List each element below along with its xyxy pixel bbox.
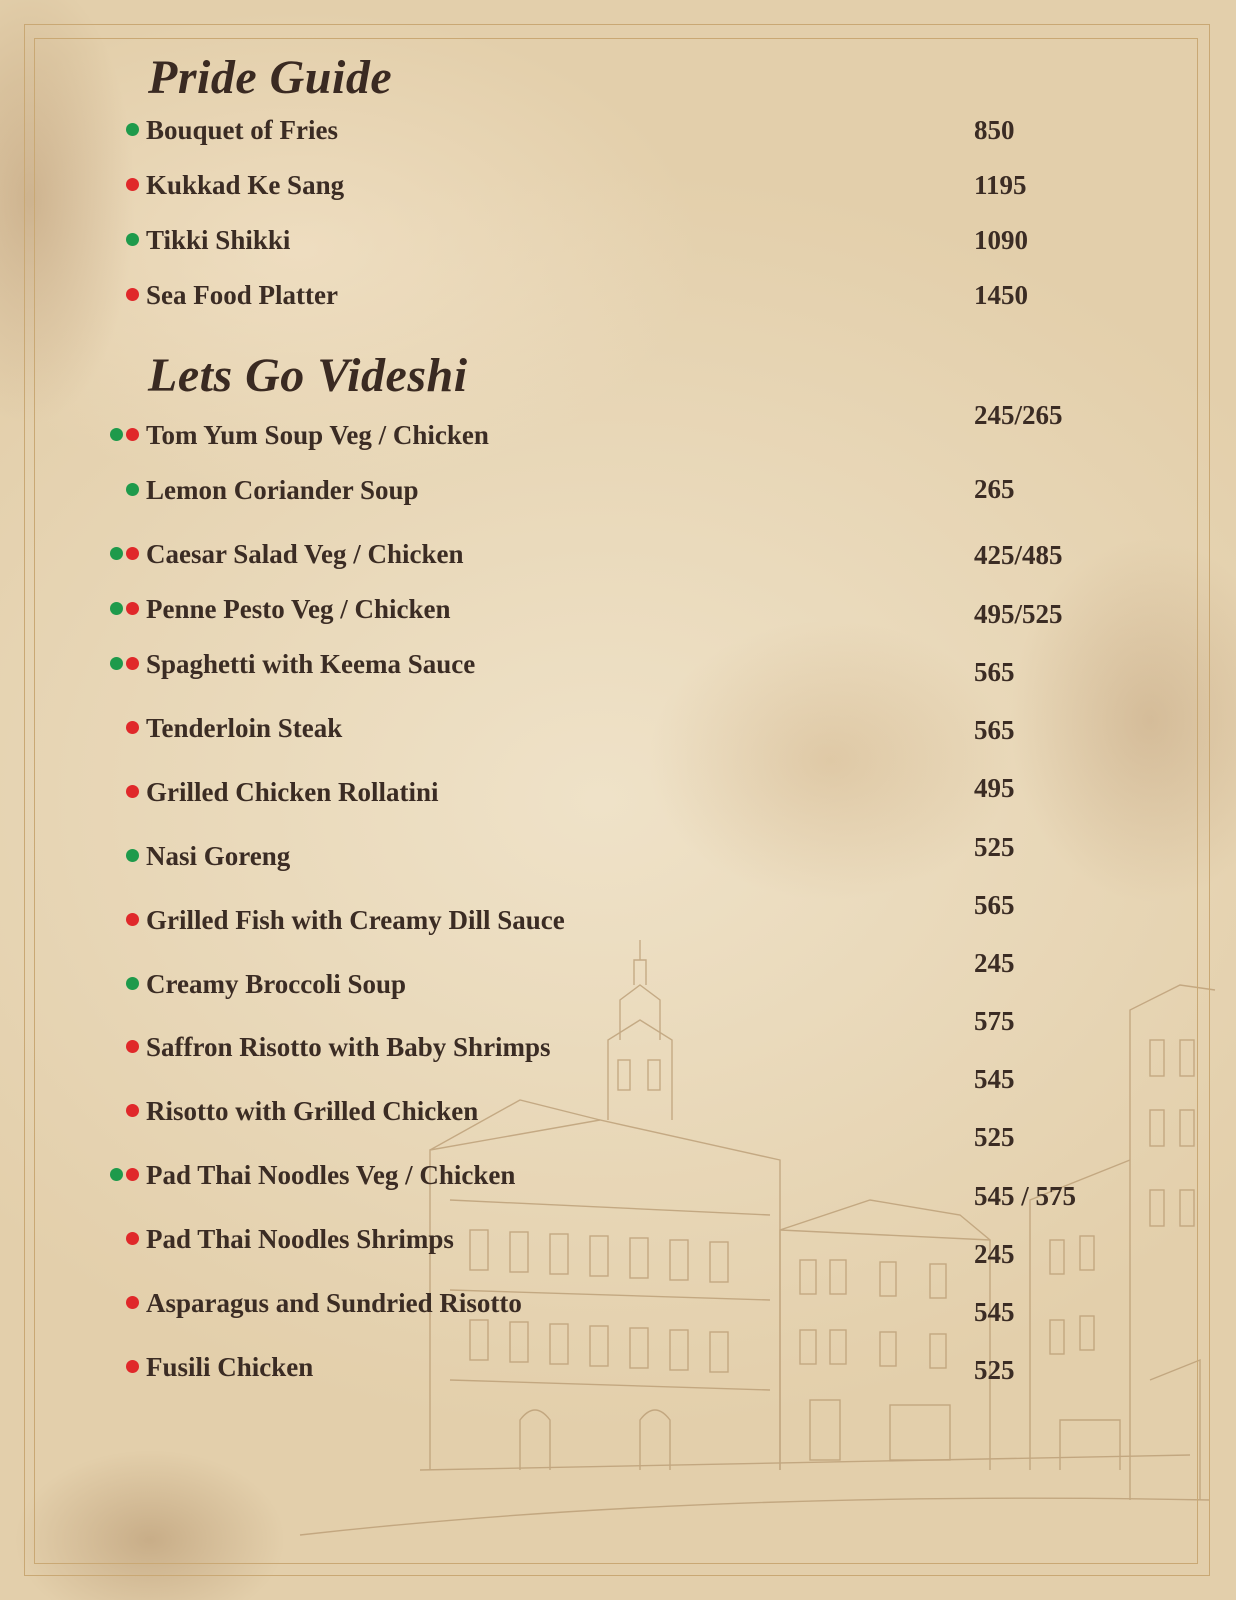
item-price: 425/485: [974, 540, 1063, 570]
item-name: Bouquet of Fries: [146, 115, 338, 145]
item-name: Creamy Broccoli Soup: [146, 969, 406, 999]
non-veg-marker-icon: [126, 913, 139, 926]
menu-item: [0, 1222, 1236, 1262]
non-veg-marker-icon: [126, 428, 139, 441]
veg-marker-icon: [110, 602, 123, 615]
menu-item: [0, 1094, 1236, 1134]
diet-markers: [110, 602, 139, 615]
veg-marker-icon: [126, 123, 139, 136]
item-price: 525: [974, 832, 1015, 862]
veg-marker-icon: [126, 483, 139, 496]
non-veg-marker-icon: [126, 1360, 139, 1373]
non-veg-marker-icon: [126, 1296, 139, 1309]
item-price: 850: [974, 115, 1015, 145]
non-veg-marker-icon: [126, 657, 139, 670]
veg-marker-icon: [110, 428, 123, 441]
item-name: Lemon Coriander Soup: [146, 475, 419, 505]
item-price: 575: [974, 1006, 1015, 1036]
item-price: 1195: [974, 170, 1027, 200]
item-price: 265: [974, 474, 1015, 504]
item-name: Tikki Shikki: [146, 225, 291, 255]
diet-markers: [126, 785, 139, 798]
non-veg-marker-icon: [126, 547, 139, 560]
item-price: 245/265: [974, 400, 1063, 430]
item-price: 525: [974, 1355, 1015, 1385]
item-name: Fusili Chicken: [146, 1352, 314, 1382]
menu-item: [0, 839, 1236, 879]
item-name: Asparagus and Sundried Risotto: [146, 1288, 522, 1318]
veg-marker-icon: [126, 233, 139, 246]
diet-markers: [110, 657, 139, 670]
item-name: Pad Thai Noodles Shrimps: [146, 1224, 454, 1254]
item-name: Tenderloin Steak: [146, 713, 343, 743]
item-price: 245: [974, 948, 1015, 978]
item-price: 545: [974, 1064, 1015, 1094]
non-veg-marker-icon: [126, 721, 139, 734]
diet-markers: [126, 721, 139, 734]
veg-marker-icon: [110, 547, 123, 560]
veg-marker-icon: [126, 977, 139, 990]
menu-item: [0, 473, 1236, 513]
item-price: 1090: [974, 225, 1028, 255]
menu-item: [0, 967, 1236, 1007]
diet-markers: [126, 1040, 139, 1053]
non-veg-marker-icon: [126, 288, 139, 301]
diet-markers: [126, 123, 139, 136]
non-veg-marker-icon: [126, 1168, 139, 1181]
item-price: 495: [974, 773, 1015, 803]
diet-markers: [126, 849, 139, 862]
diet-markers: [126, 233, 139, 246]
menu-item: [0, 278, 1236, 318]
menu-item: [0, 1350, 1236, 1390]
item-name: Saffron Risotto with Baby Shrimps: [146, 1032, 551, 1062]
item-name: Nasi Goreng: [146, 841, 291, 871]
diet-markers: [126, 1296, 139, 1309]
non-veg-marker-icon: [126, 1040, 139, 1053]
item-name: Grilled Fish with Creamy Dill Sauce: [146, 905, 565, 935]
section-title-pride-guide: Pride Guide: [148, 51, 393, 104]
non-veg-marker-icon: [126, 178, 139, 191]
diet-markers: [126, 913, 139, 926]
item-price: 565: [974, 890, 1015, 920]
item-name: Spaghetti with Keema Sauce: [146, 649, 476, 679]
item-price: 1450: [974, 280, 1028, 310]
non-veg-marker-icon: [126, 602, 139, 615]
item-name: Sea Food Platter: [146, 280, 338, 310]
non-veg-marker-icon: [126, 785, 139, 798]
item-price: 525: [974, 1122, 1015, 1152]
diet-markers: [126, 483, 139, 496]
menu-item: [0, 903, 1236, 943]
item-name: Grilled Chicken Rollatini: [146, 777, 439, 807]
menu-item: [0, 1286, 1236, 1326]
item-price: 565: [974, 715, 1015, 745]
item-name: Caesar Salad Veg / Chicken: [146, 539, 464, 569]
veg-marker-icon: [126, 849, 139, 862]
menu-item: [0, 775, 1236, 815]
item-name: Penne Pesto Veg / Chicken: [146, 594, 451, 624]
diet-markers: [126, 288, 139, 301]
section-title-lets-go-videshi: Lets Go Videshi: [148, 349, 468, 402]
diet-markers: [126, 977, 139, 990]
item-name: Kukkad Ke Sang: [146, 170, 345, 200]
item-name: Pad Thai Noodles Veg / Chicken: [146, 1160, 516, 1190]
diet-markers: [126, 1360, 139, 1373]
diet-markers: [110, 1168, 139, 1181]
item-name: Tom Yum Soup Veg / Chicken: [146, 420, 489, 450]
menu-item: [0, 168, 1236, 208]
item-price: 495/525: [974, 599, 1063, 629]
menu-item: [0, 223, 1236, 263]
veg-marker-icon: [110, 1168, 123, 1181]
item-name: Risotto with Grilled Chicken: [146, 1096, 479, 1126]
diet-markers: [110, 428, 139, 441]
item-price: 565: [974, 657, 1015, 687]
menu-item: [0, 113, 1236, 153]
veg-marker-icon: [110, 657, 123, 670]
menu-item: [0, 647, 1236, 687]
diet-markers: [126, 178, 139, 191]
diet-markers: [110, 547, 139, 560]
non-veg-marker-icon: [126, 1232, 139, 1245]
non-veg-marker-icon: [126, 1104, 139, 1117]
menu-item: [0, 1030, 1236, 1070]
item-price: 545: [974, 1297, 1015, 1327]
item-price: 545 / 575: [974, 1181, 1077, 1211]
diet-markers: [126, 1232, 139, 1245]
item-price: 245: [974, 1239, 1015, 1269]
menu-item: [0, 711, 1236, 751]
diet-markers: [126, 1104, 139, 1117]
